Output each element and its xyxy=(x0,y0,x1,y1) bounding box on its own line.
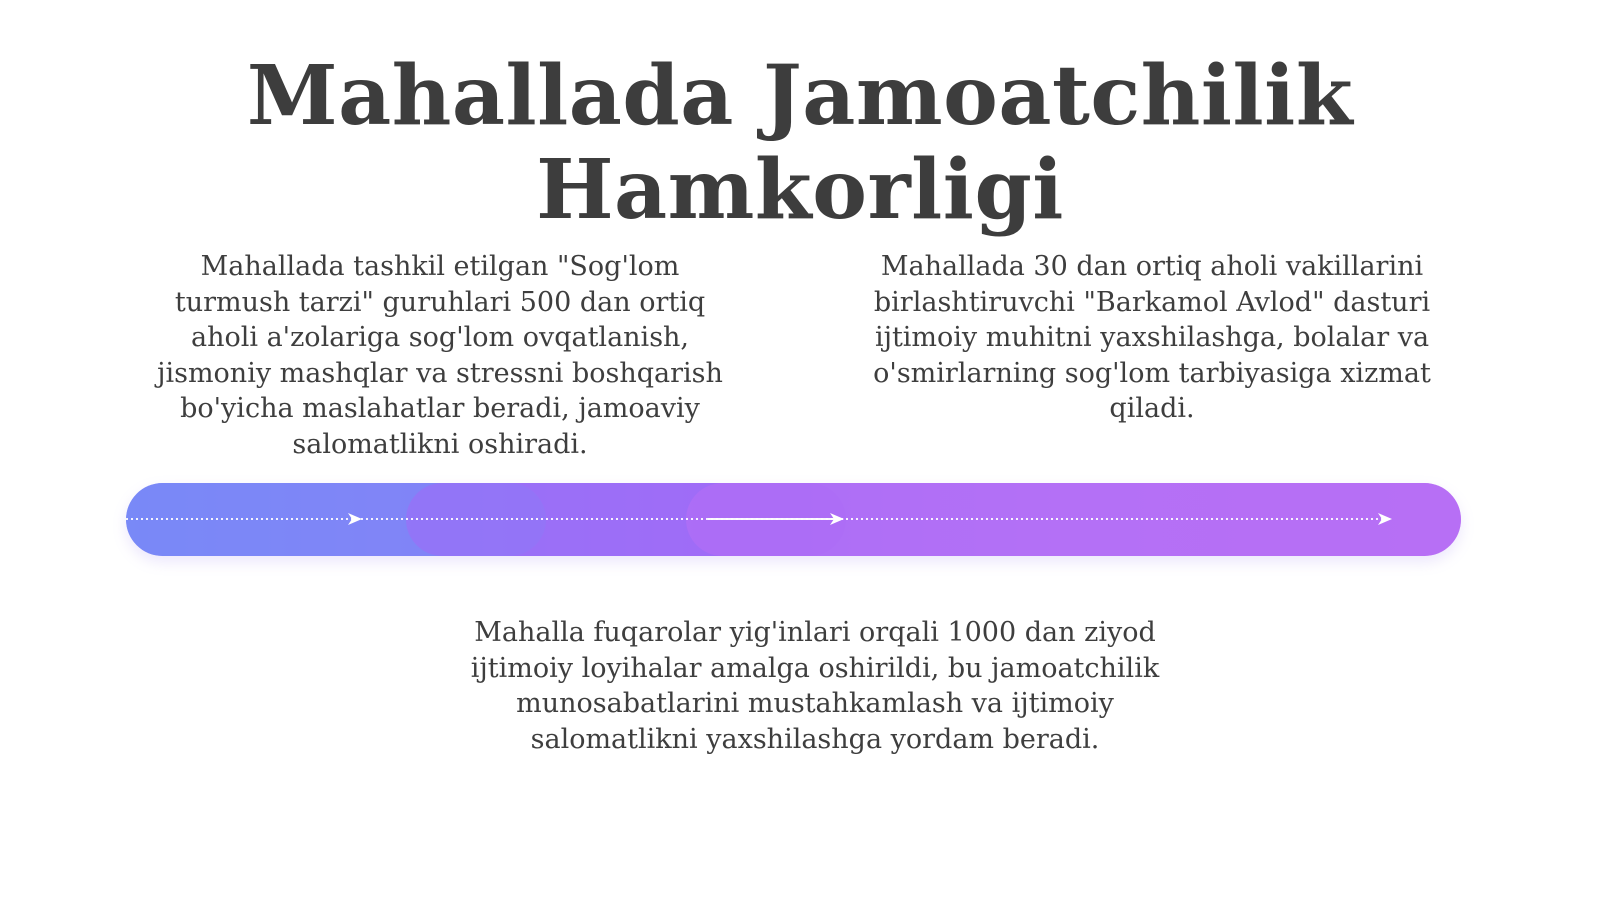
title-line-1: Mahallada Jamoatchilik xyxy=(246,47,1354,144)
arrow-head-3 xyxy=(1378,513,1392,525)
timeline-arrows xyxy=(126,483,1461,556)
timeline-bar xyxy=(126,483,1461,556)
step-3-text: Mahallada 30 dan ortiq aholi vakillarini birlashtiruvchi "Barkamol Avlod" dasturi ijtimoiy muhitni yaxshilashga, bolalar va o'smirlarning sog'lom tarbiyasiga xizmat qiladi. xyxy=(873,251,1431,424)
page-title xyxy=(0,49,1600,237)
arrow-head-1 xyxy=(348,513,362,525)
title-line-2: Hamkorligi xyxy=(536,141,1064,238)
step-1-text: Mahallada tashkil etilgan "Sog'lom turmush tarzi" guruhlari 500 dan ortiq aholi a'zolariga sog'lom ovqatlanish, jismoniy mashqlar va stressni boshqarish bo'yicha maslahatlar beradi, jamoaviy salomatlikni oshiradi. xyxy=(157,251,723,460)
step-2-text: Mahalla fuqarolar yig'inlari orqali 1000 dan ziyod ijtimoiy loyihalar amalga oshirildi, bu jamoatchilik munosabatlarini mustahkamlash va ijtimoiy salomatlikni yaxshilashga yordam beradi. xyxy=(470,617,1160,755)
